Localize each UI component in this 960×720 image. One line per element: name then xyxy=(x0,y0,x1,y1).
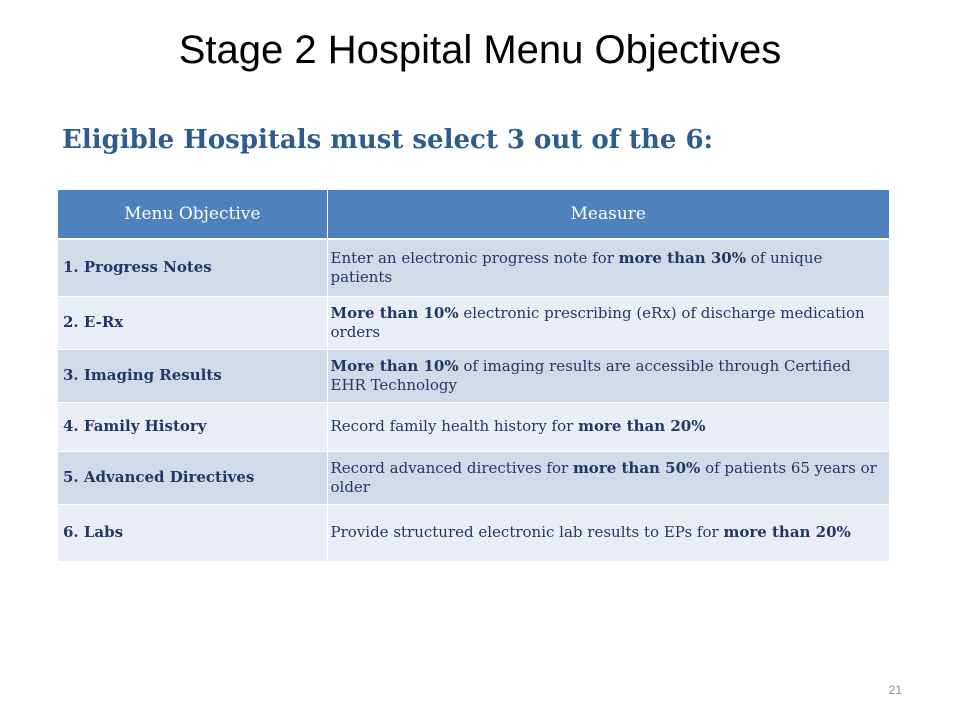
table-row xyxy=(58,504,889,561)
menu-objectives-table xyxy=(58,190,890,562)
slide-title: Stage 2 Hospital Menu Objectives xyxy=(178,28,782,72)
measure-cell: More than 10% electronic prescribing (eRx) of discharge medication orders xyxy=(327,296,889,349)
objective-cell: 3. Imaging Results xyxy=(58,349,327,402)
measure-cell: Provide structured electronic lab results to EPs for more than 20% xyxy=(327,504,889,561)
measure-cell: Record family health history for more than 20% xyxy=(327,402,889,451)
header-menu-objective: Menu Objective xyxy=(58,190,327,239)
measure-cell: Record advanced directives for more than 50% of patients 65 years or older xyxy=(327,451,889,504)
table-row xyxy=(58,296,889,349)
table-row xyxy=(58,349,889,402)
table-row xyxy=(58,402,889,451)
objective-cell: 5. Advanced Directives xyxy=(58,451,327,504)
measure-cell: Enter an electronic progress note for more than 30% of unique patients xyxy=(327,239,889,296)
objective-cell: 1. Progress Notes xyxy=(58,239,327,296)
table-row xyxy=(58,451,889,504)
objective-cell: 6. Labs xyxy=(58,504,327,561)
table-row xyxy=(58,239,889,296)
page-number: 21 xyxy=(888,683,902,697)
objective-cell: 2. E-Rx xyxy=(58,296,327,349)
table-header-row xyxy=(58,190,889,239)
measure-cell: More than 10% of imaging results are accessible through Certified EHR Technology xyxy=(327,349,889,402)
slide-subtitle: Eligible Hospitals must select 3 out of the 6: xyxy=(62,125,714,155)
objective-cell: 4. Family History xyxy=(58,402,327,451)
header-measure: Measure xyxy=(327,190,889,239)
